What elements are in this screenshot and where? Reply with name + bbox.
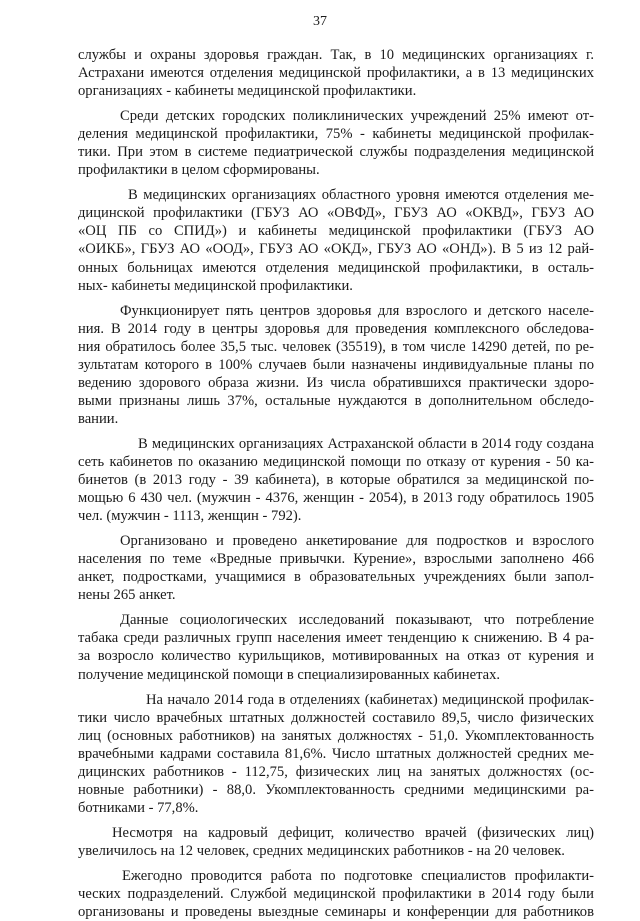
- text-line: анкет, подростками, учащимися в образовательных учреждениях были запол-: [78, 569, 594, 586]
- text-line: за возросло количество курильщиков, мотивированных на отказ от курения и: [78, 648, 594, 665]
- paragraph: [78, 107, 594, 179]
- text-line: ния обратилось более 35,5 тыс. человек (35519), в том числе 14290 детей, по ре-: [78, 338, 594, 355]
- text-line: населения по теме «Вредные привычки. Курение», взрослыми заполнено 466: [78, 551, 594, 568]
- paragraph: [78, 186, 594, 294]
- text-line: Организовано и проведено анкетирование для подростков и взрослого: [120, 533, 594, 550]
- text-line: мощью 6 430 чел. (мужчин - 4376, женщин - 2054), в 2013 году обратилось 1905: [78, 490, 594, 507]
- paragraph: [78, 435, 594, 525]
- text-line: бинетов (в 2013 году - 39 кабинета), в которые обратился за медицинской по-: [78, 472, 594, 489]
- text-line: На начало 2014 года в отделениях (кабинетах) медицинской профилак-: [146, 691, 594, 708]
- text-line: Несмотря на кадровый дефицит, количество врачей (физических лиц): [112, 824, 594, 841]
- text-line: онных больницах имеются отделения медицинской профилактики, в осталь-: [78, 259, 594, 276]
- text-line: «ОИКБ», ГБУЗ АО «ООД», ГБУЗ АО «ОКД», ГБУЗ АО «ОНД»). В 5 из 12 рай-: [78, 241, 594, 258]
- text-line: деления медицинской профилактики, 75% - кабинеты медицинской профилак-: [78, 126, 594, 143]
- paragraph: [78, 691, 594, 817]
- text-line: ческих подразделений. Службой медицинской профилактики в 2014 году были: [78, 886, 594, 903]
- text-line: сеть кабинетов по оказанию медицинской помощи по отказу от курения - 50 ка-: [78, 453, 594, 470]
- text-line: табака среди различных групп населения имеет тенденцию к снижению. В 4 ра-: [78, 630, 594, 647]
- text-line: дицинской профилактики (ГБУЗ АО «ОВФД», ГБУЗ АО «ОКВД», ГБУЗ АО: [78, 205, 594, 222]
- paragraph: [78, 824, 594, 860]
- document-body: [78, 46, 594, 921]
- text-line: тики число врачебных штатных должностей составило 89,5, число физических: [78, 709, 594, 726]
- text-line: дицинских работников - 112,75, физических лиц на занятых должностях (ос-: [78, 763, 594, 780]
- text-line: Астрахани имеются отделения медицинской профилактики, а в 13 медицинских: [78, 65, 594, 82]
- text-line: получение медицинской помощи в специализированных кабинетах.: [78, 666, 501, 683]
- paragraph: [78, 302, 594, 428]
- text-line: службы и охраны здоровья граждан. Так, в 10 медицинских организациях г.: [78, 47, 594, 63]
- text-line: зультатам которого в 100% случаев были назначены индивидуальные планы по: [78, 356, 594, 373]
- paragraph: [78, 532, 594, 604]
- text-line: новные работники) - 88,0. Укомплектованность средними медицинскими ра-: [78, 781, 594, 798]
- text-line: организованы и проведены выездные семинары и конференции для работников: [78, 904, 594, 921]
- paragraph: [78, 611, 594, 683]
- text-line: чел. (мужчин - 1113, женщин - 792).: [78, 508, 302, 525]
- text-line: Среди детских городских поликлинических учреждений 25% имеют от-: [120, 108, 594, 125]
- text-line: лиц (основных работников) на занятых должностях - 51,0. Укомплектованность: [78, 727, 594, 744]
- text-line: профилактики в целом сформированы.: [78, 162, 320, 179]
- text-line: тики. При этом в системе педиатрической службы подразделения медицинской: [78, 144, 594, 161]
- text-line: вании.: [78, 410, 119, 427]
- text-line: ботниками - 77,8%.: [78, 799, 199, 816]
- text-line: В медицинских организациях Астраханской области в 2014 году создана: [138, 435, 594, 452]
- text-line: организациях - кабинеты медицинской профилактики.: [78, 83, 417, 100]
- text-line: Данные социологических исследований показывают, что потребление: [120, 612, 594, 629]
- text-line: ных- кабинеты медицинской профилактики.: [78, 277, 353, 294]
- text-line: ния. В 2014 году в центры здоровья для проведения комплексного обследова-: [78, 320, 594, 337]
- text-line: врачебными кадрами составила 81,6%. Число штатных должностей средних ме-: [78, 745, 594, 762]
- text-line: выми признаны лишь 37%, остальные нуждаются в дополнительном обследо-: [78, 392, 594, 409]
- text-line: «ОЦ ПБ со СПИД») и кабинеты медицинской профилактики (ГБУЗ АО: [78, 223, 594, 240]
- text-line: увеличилось на 12 человек, средних медицинских работников - на 20 человек.: [78, 842, 565, 859]
- text-line: Ежегодно проводится работа по подготовке специалистов профилакти-: [122, 867, 594, 884]
- text-line: Функционирует пять центров здоровья для взрослого и детского населе-: [120, 302, 594, 319]
- text-line: В медицинских организациях областного уровня имеются отделения ме-: [128, 187, 594, 204]
- text-line: нены 265 анкет.: [78, 587, 176, 604]
- text-line: ведению здорового образа жизни. Из числа обратившихся практически здоро-: [78, 374, 594, 391]
- paragraph: [78, 867, 594, 921]
- page-number: 37: [313, 14, 327, 29]
- paragraph: [78, 46, 594, 100]
